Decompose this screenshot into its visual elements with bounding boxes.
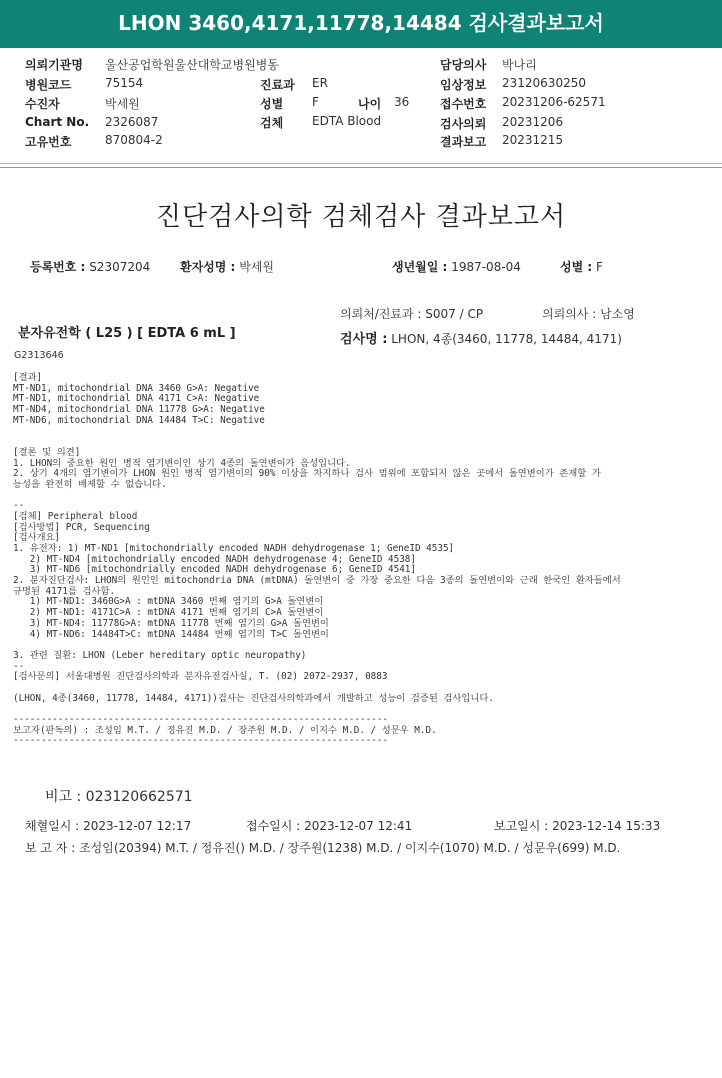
reg-no (30, 258, 150, 275)
report-body-line: 능성을 완전히 배제할 수 없습니다. (13, 478, 167, 490)
test-name-label: 검사명 : (340, 332, 388, 347)
report-body-line: 2. 상기 4개의 염기변이가 LHON 원인 병적 염기변이의 90% 이상을 차지하나 검사 범위에 포함되지 않은 곳에서 돌연변이가 존재할 가 (13, 468, 601, 480)
patient-name-label: 환자성명 : (180, 260, 236, 274)
report-body-line: [결과] (13, 372, 43, 383)
doctor-value: 박나리 (502, 58, 537, 72)
header-divider (0, 163, 722, 164)
report-body-line: -- (13, 660, 25, 672)
report-body-line: [검체] Peripheral blood (13, 510, 138, 522)
report-body-line: [검사개요] (13, 532, 61, 544)
report-body-line: 1) MT-ND1: 3460G>A : mtDNA 3460 번째 염기의 G>A 돌연변이 (13, 596, 324, 608)
report-date-label: 결과보고 (440, 135, 487, 149)
collect-label: 채혈일시 : (25, 819, 80, 833)
receipt-no-value: 20231206-62571 (502, 95, 606, 109)
report-body-line (13, 491, 621, 502)
hospital-code-label: 병원코드 (25, 78, 72, 92)
specimen-id: G2313646 (14, 350, 64, 361)
report-title-bar: LHON 3460,4171,11778,14484 검사결과보고서 (0, 0, 722, 46)
reporter-label: 보 고 자 : (25, 841, 76, 855)
doctor-label: 담당의사 (440, 58, 487, 72)
unique-no-row (25, 133, 163, 150)
report-body-line: MT-ND4, mitochondrial DNA 11778 G>A: Negative (13, 404, 265, 416)
report-sex (560, 258, 603, 275)
report-date-row (440, 133, 564, 150)
report-body-line (13, 426, 621, 437)
department-label: 진료과 (260, 78, 295, 92)
dob (392, 258, 521, 275)
request-date-row (440, 115, 564, 132)
specimen-value: EDTA Blood (312, 114, 382, 128)
report-date-value: 20231215 (502, 133, 564, 147)
receipt-no-label: 접수번호 (440, 97, 487, 111)
ref-doctor-value: 남소영 (600, 307, 635, 321)
patient-row (25, 95, 140, 112)
note (45, 786, 193, 806)
report-body-line: 3) MT-ND6 [mitochondrially encoded NADH dehydrogenase 6; GeneID 4541] (13, 564, 416, 576)
chart-no-row (25, 115, 159, 129)
request-date-label: 검사의뢰 (440, 117, 487, 131)
report-body-line: 4) MT-ND6: 14484T>C: mtDNA 14484 번째 염기의 T>C 돌연변이 (13, 628, 329, 640)
sex-value: F (312, 95, 319, 109)
clinical-info-row (440, 76, 586, 93)
chart-no-value: 2326087 (105, 115, 159, 129)
receipt-no-row (440, 95, 606, 112)
hospital-code-value: 75154 (105, 76, 144, 90)
referral (340, 305, 483, 322)
ref-doctor-label: 의뢰의사 : (542, 307, 597, 321)
receive-value: 2023-12-07 12:41 (304, 819, 413, 833)
test-name (340, 328, 622, 347)
report-body-line: 2) MT-ND4 [mitochondrially encoded NADH dehydrogenase 4; GeneID 4538] (13, 553, 416, 565)
patient-label: 수진자 (25, 97, 60, 111)
report-body-line: [검사문의] 서울대병원 진단검사의학과 분자유전검사실, T. (02) 2072-2937, 0883 (13, 671, 388, 683)
report-body-line: 3) MT-ND4: 11778G>A: mtDNA 11778 번째 염기의 G>A 돌연변이 (13, 617, 329, 629)
note-label: 비고 : (45, 789, 82, 805)
ref-doctor (542, 305, 635, 322)
department-value: ER (312, 76, 328, 90)
report-value: 2023-12-14 15:33 (552, 819, 661, 833)
sex-label: 성별 (260, 97, 284, 111)
age-label: 나이 (358, 97, 382, 111)
report-body-line: [결론 및 의견] (13, 446, 81, 458)
report-body-line: ------------------------------------------------------------------- (13, 735, 389, 747)
report-sex-value: F (596, 260, 603, 274)
clinical-info-label: 임상정보 (440, 78, 487, 92)
referral-label: 의뢰처/진료과 : (340, 307, 422, 321)
report-title: 진단검사의학 검체검사 결과보고서 (155, 202, 567, 232)
dob-label: 생년월일 : (392, 260, 448, 274)
reporter (25, 839, 621, 856)
collect-value: 2023-12-07 12:17 (83, 819, 192, 833)
report-body-line: 규명된 4171를 검사함. (13, 585, 116, 597)
request-date-value: 20231206 (502, 115, 564, 129)
report-body (13, 373, 621, 747)
age-row (358, 95, 410, 112)
reg-no-label: 등록번호 : (30, 260, 86, 274)
report-body-line: MT-ND1, mitochondrial DNA 4171 C>A: Negative (13, 393, 260, 405)
test-name-value: LHON, 4종(3460, 11778, 14484, 4171) (391, 332, 622, 346)
report-body-line: ------------------------------------------------------------------- (13, 714, 389, 725)
report-body-line: 1. LHON의 중요한 원인 병적 염기변이인 상기 4종의 돌연변이가 음성입니다. (13, 457, 351, 469)
report-body-line: 2) MT-ND1: 4171C>A : mtDNA 4171 번째 염기의 C>A 돌연변이 (13, 607, 324, 619)
report-time (494, 817, 660, 834)
report-body-line: MT-ND6, mitochondrial DNA 14484 T>C: Negative (13, 414, 265, 426)
dob-value: 1987-08-04 (451, 260, 521, 274)
report-body-line: MT-ND1, mitochondrial DNA 3460 G>A: Negative (13, 382, 260, 394)
patient-value: 박세원 (105, 97, 140, 111)
report-sex-label: 성별 : (560, 260, 593, 274)
report-body-line: (LHON, 4종(3460, 11778, 14484, 4171))검사는 진단검사의학과에서 개발하고 성능이 검증된 검사입니다. (13, 692, 494, 704)
specimen-label: 검체 (260, 116, 284, 130)
institution-label: 의뢰기관명 (25, 58, 83, 72)
section-title: 분자유전학 ( L25 ) [ EDTA 6 mL ] (18, 326, 236, 341)
clinical-info-value: 23120630250 (502, 76, 586, 90)
department-row (260, 76, 328, 93)
reg-no-value: S2307204 (89, 260, 151, 274)
doctor-row (440, 56, 537, 73)
institution-value: 울산공업학원울산대학교병원병동 (105, 58, 279, 72)
report-body-line: 1. 유전자: 1) MT-ND1 [mitochondrially encoded NADH dehydrogenase 1; GeneID 4535] (13, 543, 455, 554)
patient-name-value: 박세원 (239, 260, 274, 274)
title-underline (0, 46, 722, 48)
specimen-row (260, 114, 382, 131)
reporter-value: 조성임(20394) M.T. / 정유진() M.D. / 장주원(1238) M.D. / 이지수(1070) M.D. / 성문우(699) M.D. (79, 841, 621, 855)
report-body-line: 2. 분자진단검사: LHON의 원인인 mitochondria DNA (mtDNA) 돌연변이 중 가장 중요한 다음 3종의 돌연변이와 근래 한국인 환자들에서 (13, 575, 621, 587)
report-body-line: 3. 관련 질환: LHON (Leber hereditary optic neuropathy) (13, 649, 307, 661)
referral-value: S007 / CP (425, 307, 484, 321)
chart-no-label: Chart No. (25, 115, 90, 129)
sex-row (260, 95, 319, 112)
report-body-line: -- (13, 500, 25, 512)
age-value: 36 (394, 95, 410, 109)
report-body-line (13, 437, 621, 448)
report-body-line: 보고자(판독의) : 조성임 M.T. / 정유진 M.D. / 장주원 M.D. / 이지수 M.D. / 성문우 M.D. (13, 724, 437, 736)
report-label: 보고일시 : (494, 819, 549, 833)
institution-row (25, 56, 279, 73)
receive-label: 접수일시 : (246, 819, 301, 833)
hospital-code-row (25, 76, 144, 93)
receive-time (246, 817, 412, 834)
report-body-line: [검사방법] PCR, Sequencing (13, 521, 150, 533)
unique-no-label: 고유번호 (25, 135, 72, 149)
patient-name (180, 258, 274, 275)
collect-time (25, 817, 191, 834)
unique-no-value: 870804-2 (105, 133, 163, 147)
header-divider-2 (0, 167, 722, 168)
note-value: 023120662571 (85, 789, 193, 805)
